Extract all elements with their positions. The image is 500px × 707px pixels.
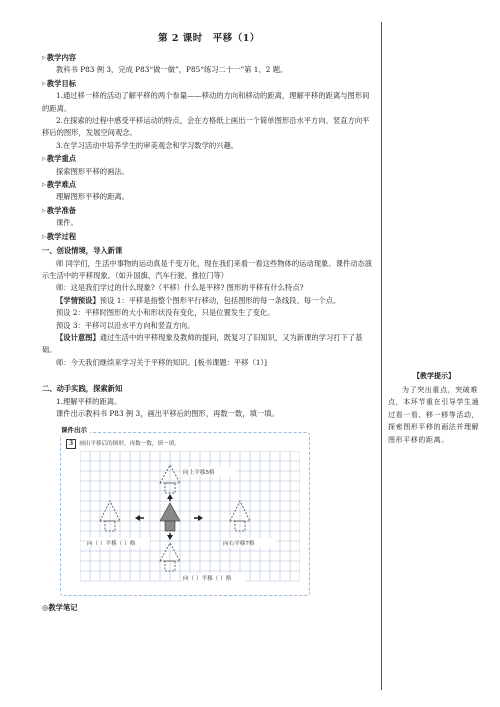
- part1-paragraph: 预设 2：平移时图形的大小和形状没有变化，只是位置发生了变化。: [56, 308, 275, 318]
- part1-paragraph: 【学情预设】预设 1：平移是指整个图形平行移动，包括图形的每一条线段、每一个点。: [56, 295, 341, 305]
- arrow-right-icon: [198, 515, 203, 521]
- lesson-title: 第 2 课时 平移（1）: [158, 33, 260, 44]
- notes-heading: ◎教学笔记: [42, 603, 78, 613]
- translation-grid: [80, 451, 300, 586]
- section-content-text: 教科书 P83 例 3，完成 P83“做一做”，P85“练习二十一”第 1、2 题。: [56, 65, 288, 75]
- section-difficulty-heading: ▷教学难点: [42, 179, 376, 191]
- section-goals-heading: ▷教学目标: [42, 78, 376, 90]
- teaching-tip: [388, 370, 480, 447]
- part2-heading: 二、动手实践，探索新知: [42, 384, 123, 394]
- arrow-down-icon: [167, 535, 173, 540]
- part1-paragraph: 师：这是我们学过的什么现象?（平移）什么是平移? 图形的平移有什么特点?: [56, 283, 304, 293]
- label-right: 向右平移7格: [223, 541, 255, 548]
- part2-paragraph: 1.理解平移的距离。: [56, 396, 122, 406]
- column-divider: [381, 22, 382, 690]
- label-down: 向（ ）平移（ ）格: [183, 576, 232, 583]
- learning-preset-label: 【学情预设】: [56, 295, 100, 305]
- goal-item: 2.在探索的过程中感受平移运动的特点，会在方格纸上画出一个简单图形沿水平方向、竖直方向平移后的图形，发展空间观念。: [42, 116, 370, 138]
- tip-body: 为了突出重点，突破难点，本环节重在引导学生通过看一看、移一移等活动，探索图形平移的画法并理解图形平移的距离。: [388, 385, 480, 444]
- courseware-figure: [58, 426, 312, 598]
- section-prep-text: 课件。: [56, 218, 78, 228]
- goal-item: 3.在学习活动中培养学生的审美观念和学习数学的兴趣。: [56, 140, 239, 150]
- triangle-bullet-icon: ▷: [42, 55, 46, 61]
- arrow-left-icon: [135, 515, 140, 521]
- tip-title: 【教学提示】: [413, 371, 455, 380]
- section-prep-heading: ▷教学准备: [42, 205, 376, 217]
- label-left: 向（ ）平移（ ）格: [87, 541, 136, 548]
- part1-paragraph: 师 同学们，生活中事物的运动真是千变万化，现在我们来看一看这些物体的运动现象。课件动态演示生活中的平移现象。（如升国旗、汽车行驶、推拉门等）: [42, 258, 373, 280]
- design-intent-label: 【设计意图】: [56, 332, 100, 342]
- lesson-plan-main: [42, 32, 376, 615]
- section-process-heading: ▷教学过程: [42, 231, 376, 243]
- triangle-bullet-icon: ▷: [42, 80, 46, 87]
- part1-paragraph: 【设计意图】通过生活中的平移现象及教师的提问，既复习了旧知识，又为新课的学习打下了基础。: [42, 332, 363, 355]
- original-shape: [160, 503, 180, 521]
- section-content-heading: ▷教学内容: [42, 52, 376, 64]
- section-difficulty-text: 理解图形平移的距离。: [56, 192, 129, 202]
- part1-paragraph: 预设 3：平移可以沿水平方向和竖直方向。: [56, 320, 195, 330]
- triangle-bullet-icon: ▷: [42, 233, 46, 240]
- section-key-heading: ▷教学重点: [42, 153, 376, 165]
- section-key-text: 探索图形平移的画法。: [56, 166, 129, 176]
- figure-caption: 3 画出平移后的图形，再数一数，填一填。: [66, 439, 180, 449]
- original-shape: [165, 521, 175, 531]
- part1-heading: 一、创设情境，导入新课: [42, 246, 123, 256]
- example-number: 3: [66, 439, 76, 449]
- arrow-up-icon: [167, 494, 173, 499]
- label-up: 向上平移5格: [183, 470, 215, 477]
- goal-item: 1.通过移一移的活动了解平移的两个参量——移动的方向和移动的距离，理解平移的距离与图形间的距离。: [42, 91, 370, 113]
- part1-paragraph: 师：今天我们继续来学习关于平移的知识。[板书课题：平移（1）]: [56, 357, 267, 367]
- triangle-bullet-icon: ▷: [42, 156, 46, 163]
- triangle-bullet-icon: ▷: [42, 182, 46, 189]
- notes-icon: ◎: [42, 603, 49, 613]
- part2-paragraph: 课件出示教科书 P83 例 3，画出平移后的图形，再数一数，填一填。: [56, 408, 279, 418]
- triangle-bullet-icon: ▷: [42, 207, 46, 214]
- courseware-tag: 课件出示: [58, 426, 90, 435]
